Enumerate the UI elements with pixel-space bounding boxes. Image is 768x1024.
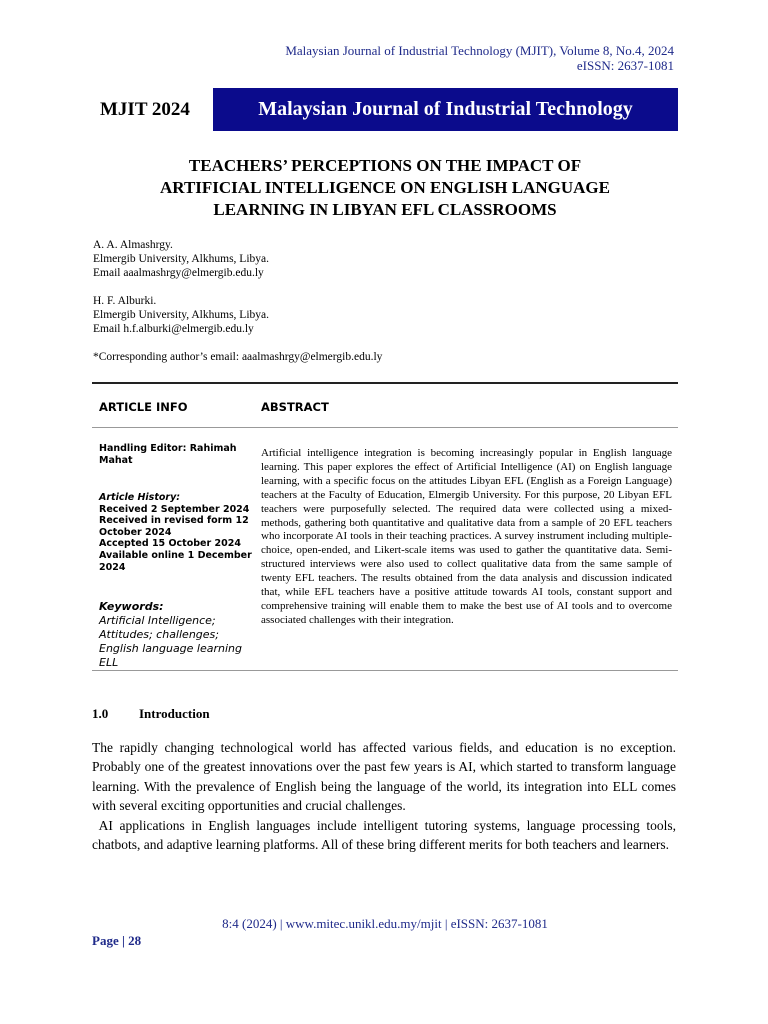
running-head — [285, 43, 674, 73]
history-accepted: Accepted 15 October 2024 — [99, 538, 241, 550]
author-block — [93, 238, 382, 280]
intro-paragraph-1: The rapidly changing technological world has affected various fields, and education is no exception. Probably one of the greatest innovations over the past few years is AI, which started to transform language learning. With the prevalence of English being the language of the world, its integration into ELL comes with several exciting opportunities and crucial challenges. — [92, 740, 676, 813]
running-head-issn: eISSN: 2637-1081 — [576, 58, 674, 73]
author-list — [93, 238, 382, 364]
author-name: H. F. Alburki. — [93, 295, 157, 307]
abstract-header: ABSTRACT — [261, 400, 329, 414]
corresponding-author: *Corresponding author’s email: aaalmashrgy@elmergib.edu.ly — [93, 351, 383, 363]
divider-header — [92, 427, 678, 428]
journal-banner: Malaysian Journal of Industrial Technology — [213, 88, 678, 131]
keywords-list: Artificial Intelligence; Attitudes; challenges; English language learning ELL — [99, 614, 242, 669]
paper-title-line-2: ARTIFICIAL INTELLIGENCE ON ENGLISH LANGUAGE — [159, 178, 610, 197]
article-history — [99, 492, 254, 573]
author-email: Email aaalmashrgy@elmergib.edu.ly — [93, 267, 264, 279]
footer-citation: 8:4 (2024) | www.mitec.unikl.edu.my/mjit | eISSN: 2637-1081 — [222, 916, 548, 931]
handling-editor: Handling Editor: Rahimah Mahat — [99, 443, 237, 466]
abstract-text: Artificial intelligence integration is becoming increasingly popular in English language learning. This paper explores the effect of Artificial Intelligence (AI) on English language learning, with a specific focus on the attitudes Libyan EFL (English as a Foreign Language) teachers at the Faculty of Education, Elmergib University. For this purpose, 20 Libyan EFL teachers were purposefully selected. The required data were collected using a mixed-methods, gathering both quantitative and qualitative data from a sample of 20 EFL teachers who incorporate AI tools in their teaching practices. A survey instrument including multiple-choice, open-ended, and Likert-scale items was used to gather the quantitative data. Semi-structured interviews were also used to collect qualitative data from the same sample of twenty EFL teachers. The results obtained from the data analysis and discussion indicated that, while EFL teachers have a positive attitude towards AI tools, constant support and comprehensive training will enable them to make the best use of AI tools and to overcome associated challenges with their integration. — [261, 447, 672, 626]
author-block — [93, 294, 382, 336]
article-history-label: Article History: — [99, 492, 181, 503]
journal-label: MJIT 2024 — [100, 99, 190, 120]
author-affiliation: Elmergib University, Alkhums, Libya. — [93, 253, 269, 265]
keywords-label: Keywords: — [99, 600, 164, 613]
keywords — [99, 600, 254, 670]
paper-title-line-3: LEARNING IN LIBYAN EFL CLASSROOMS — [213, 200, 557, 219]
author-affiliation: Elmergib University, Alkhums, Libya. — [93, 309, 269, 321]
section-title: Introduction — [139, 706, 210, 721]
section-number: 1.0 — [92, 706, 109, 721]
divider-bottom — [92, 670, 678, 671]
author-email: Email h.f.alburki@elmergib.edu.ly — [93, 323, 254, 335]
history-online: Available online 1 December 2024 — [99, 549, 252, 573]
history-received: Received 2 September 2024 — [99, 503, 250, 515]
paper-title-line-1: TEACHERS’ PERCEPTIONS ON THE IMPACT OF — [188, 156, 582, 175]
article-info-header: ARTICLE INFO — [99, 400, 188, 414]
divider-top — [92, 382, 678, 384]
intro-paragraph-2: AI applications in English languages include intelligent tutoring systems, language processing tools, chatbots, and adaptive learning platforms. All of these bring different merits for both teachers and learners. — [92, 818, 676, 853]
history-revised: Received in revised form 12 October 2024 — [99, 515, 249, 538]
author-name: A. A. Almashrgy. — [93, 239, 173, 251]
running-head-journal: Malaysian Journal of Industrial Technology (MJIT), Volume 8, No.4, 2024 — [285, 43, 674, 58]
section-heading — [92, 706, 210, 722]
page-number: Page | 28 — [92, 933, 142, 948]
paper-title — [92, 155, 678, 221]
